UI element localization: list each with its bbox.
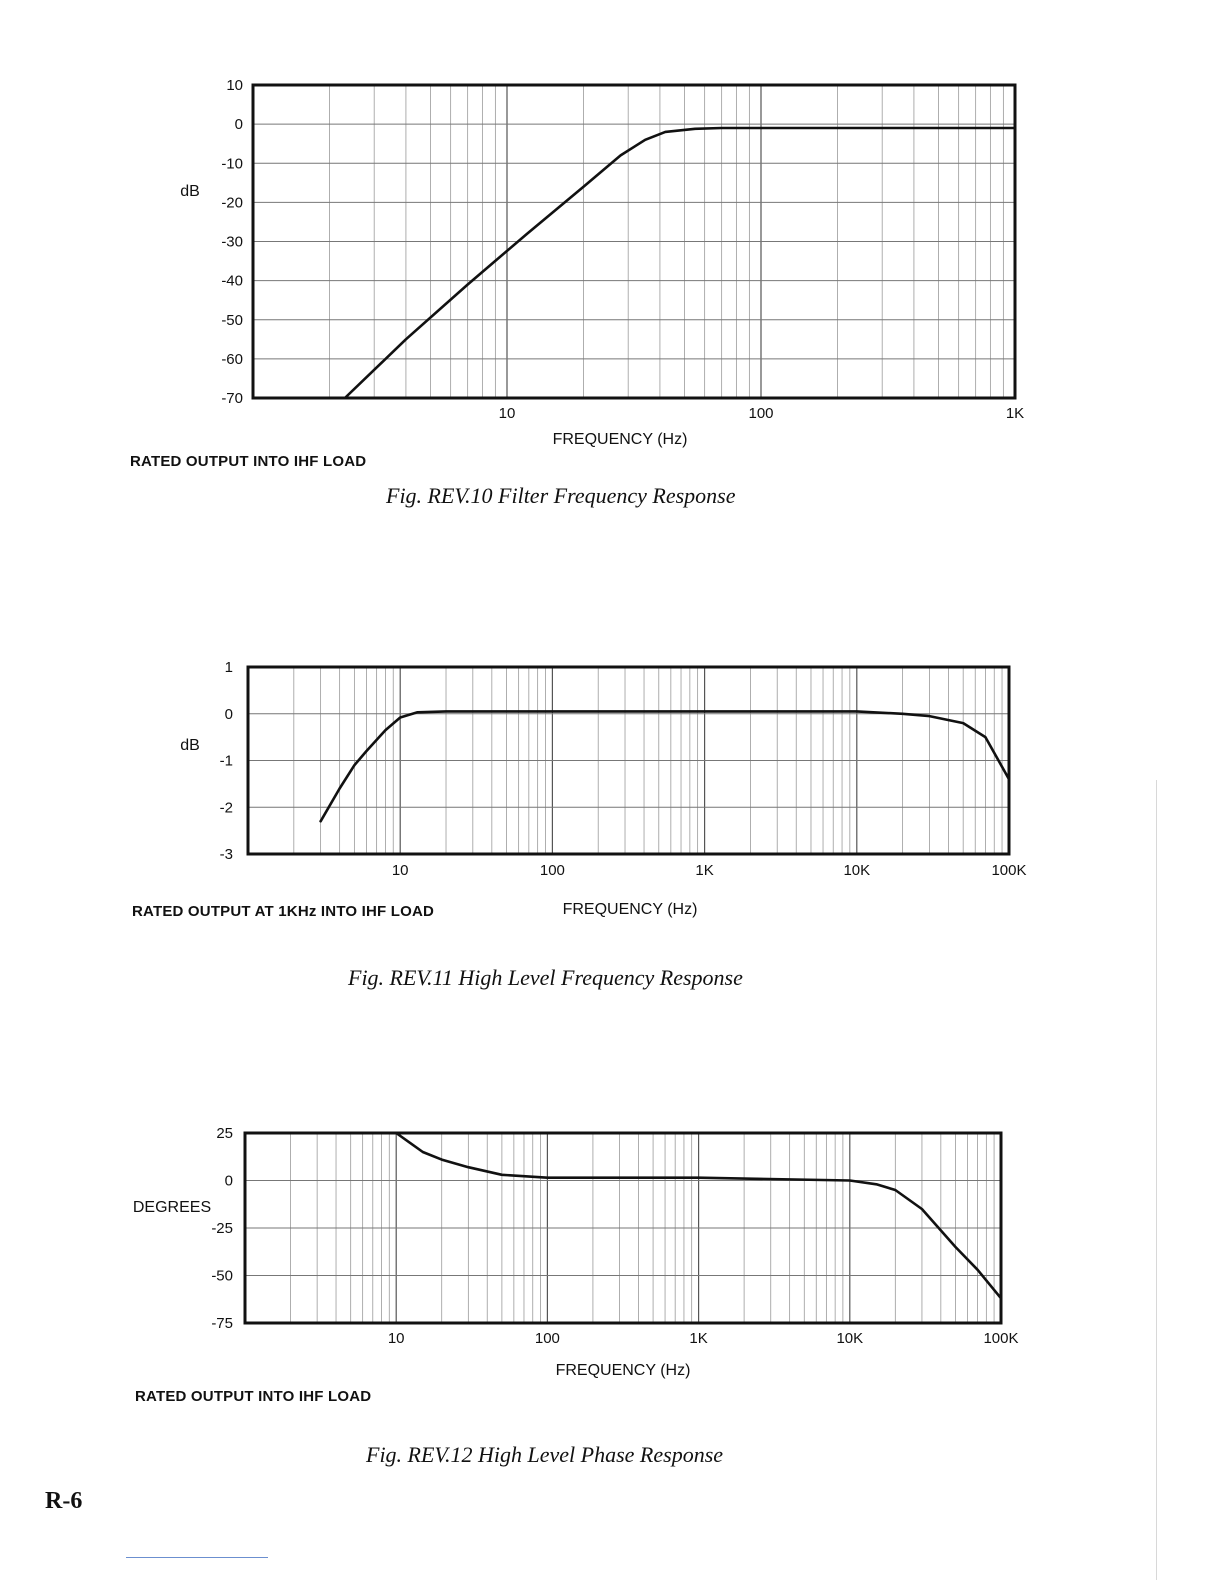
fig11-ytick-label: -1	[219, 752, 233, 770]
page-edge-line	[1156, 780, 1157, 1580]
fig12-ytick-label: 25	[216, 1125, 233, 1142]
fig11-ytick-label: -2	[219, 799, 233, 817]
fig10-ytick-label: -70	[221, 390, 243, 407]
fig12-ytick-label: -50	[211, 1267, 233, 1285]
fig10-ytick-label: -10	[221, 155, 243, 173]
fig12-xlabel: FREQUENCY (Hz)	[555, 1362, 691, 1379]
fig11-ytick-label: 1	[224, 659, 233, 676]
footer-rule	[126, 1557, 268, 1558]
fig11-xtick-label: 10	[391, 862, 409, 879]
fig11-xtick-label: 100K	[991, 862, 1027, 879]
fig11-xtick-label: 100	[539, 862, 565, 879]
fig12-xtick-label: 10K	[836, 1330, 864, 1347]
page-number: R-6	[45, 1488, 83, 1514]
fig12-ytick-label: 0	[224, 1172, 233, 1190]
fig11-xtick-label: 1K	[695, 862, 714, 879]
fig10-ytick-label: -50	[221, 311, 243, 329]
chart-fig10-caption: Fig. REV.10 Filter Frequency Response	[386, 483, 736, 508]
fig12-xtick-label: 1K	[689, 1330, 708, 1347]
fig12-ytick-label: -25	[211, 1220, 233, 1237]
fig10-ytick-label: 10	[226, 77, 243, 94]
fig10-ytick-label: -20	[221, 194, 243, 212]
fig10-ytick-label: -30	[221, 233, 243, 251]
fig11-ylabel: dB	[180, 737, 200, 754]
fig11-ytick-label: 0	[224, 705, 233, 723]
chart-fig12-note: RATED OUTPUT INTO IHF LOAD	[135, 1388, 372, 1405]
fig10-ylabel: dB	[180, 183, 200, 200]
fig11-ytick-label: -3	[219, 846, 233, 863]
fig10-xtick-label: 1K	[1005, 405, 1025, 422]
fig10-xtick-label: 100	[748, 405, 774, 422]
fig10-xtick-label: 10	[498, 405, 516, 422]
fig11-xtick-label: 10K	[843, 862, 871, 879]
chart-fig10-note: RATED OUTPUT INTO IHF LOAD	[130, 453, 367, 470]
fig10-ytick-label: -60	[221, 350, 243, 368]
fig12-ylabel: DEGREES	[132, 1199, 212, 1216]
fig12-xtick-label: 100	[534, 1330, 560, 1347]
fig11-xlabel: FREQUENCY (Hz)	[562, 901, 698, 918]
fig10-xlabel: FREQUENCY (Hz)	[552, 431, 688, 448]
fig12-xtick-label: 10	[387, 1330, 405, 1347]
fig12-xtick-label: 100K	[983, 1330, 1019, 1347]
chart-fig11-note: RATED OUTPUT AT 1KHz INTO IHF LOAD	[132, 903, 435, 920]
fig10-ytick-label: -40	[221, 272, 243, 290]
chart-fig11-caption: Fig. REV.11 High Level Frequency Response	[348, 965, 743, 990]
fig10-ytick-label: 0	[234, 116, 243, 134]
fig12-ytick-label: -75	[211, 1315, 233, 1332]
chart-fig12-caption: Fig. REV.12 High Level Phase Response	[366, 1442, 724, 1467]
